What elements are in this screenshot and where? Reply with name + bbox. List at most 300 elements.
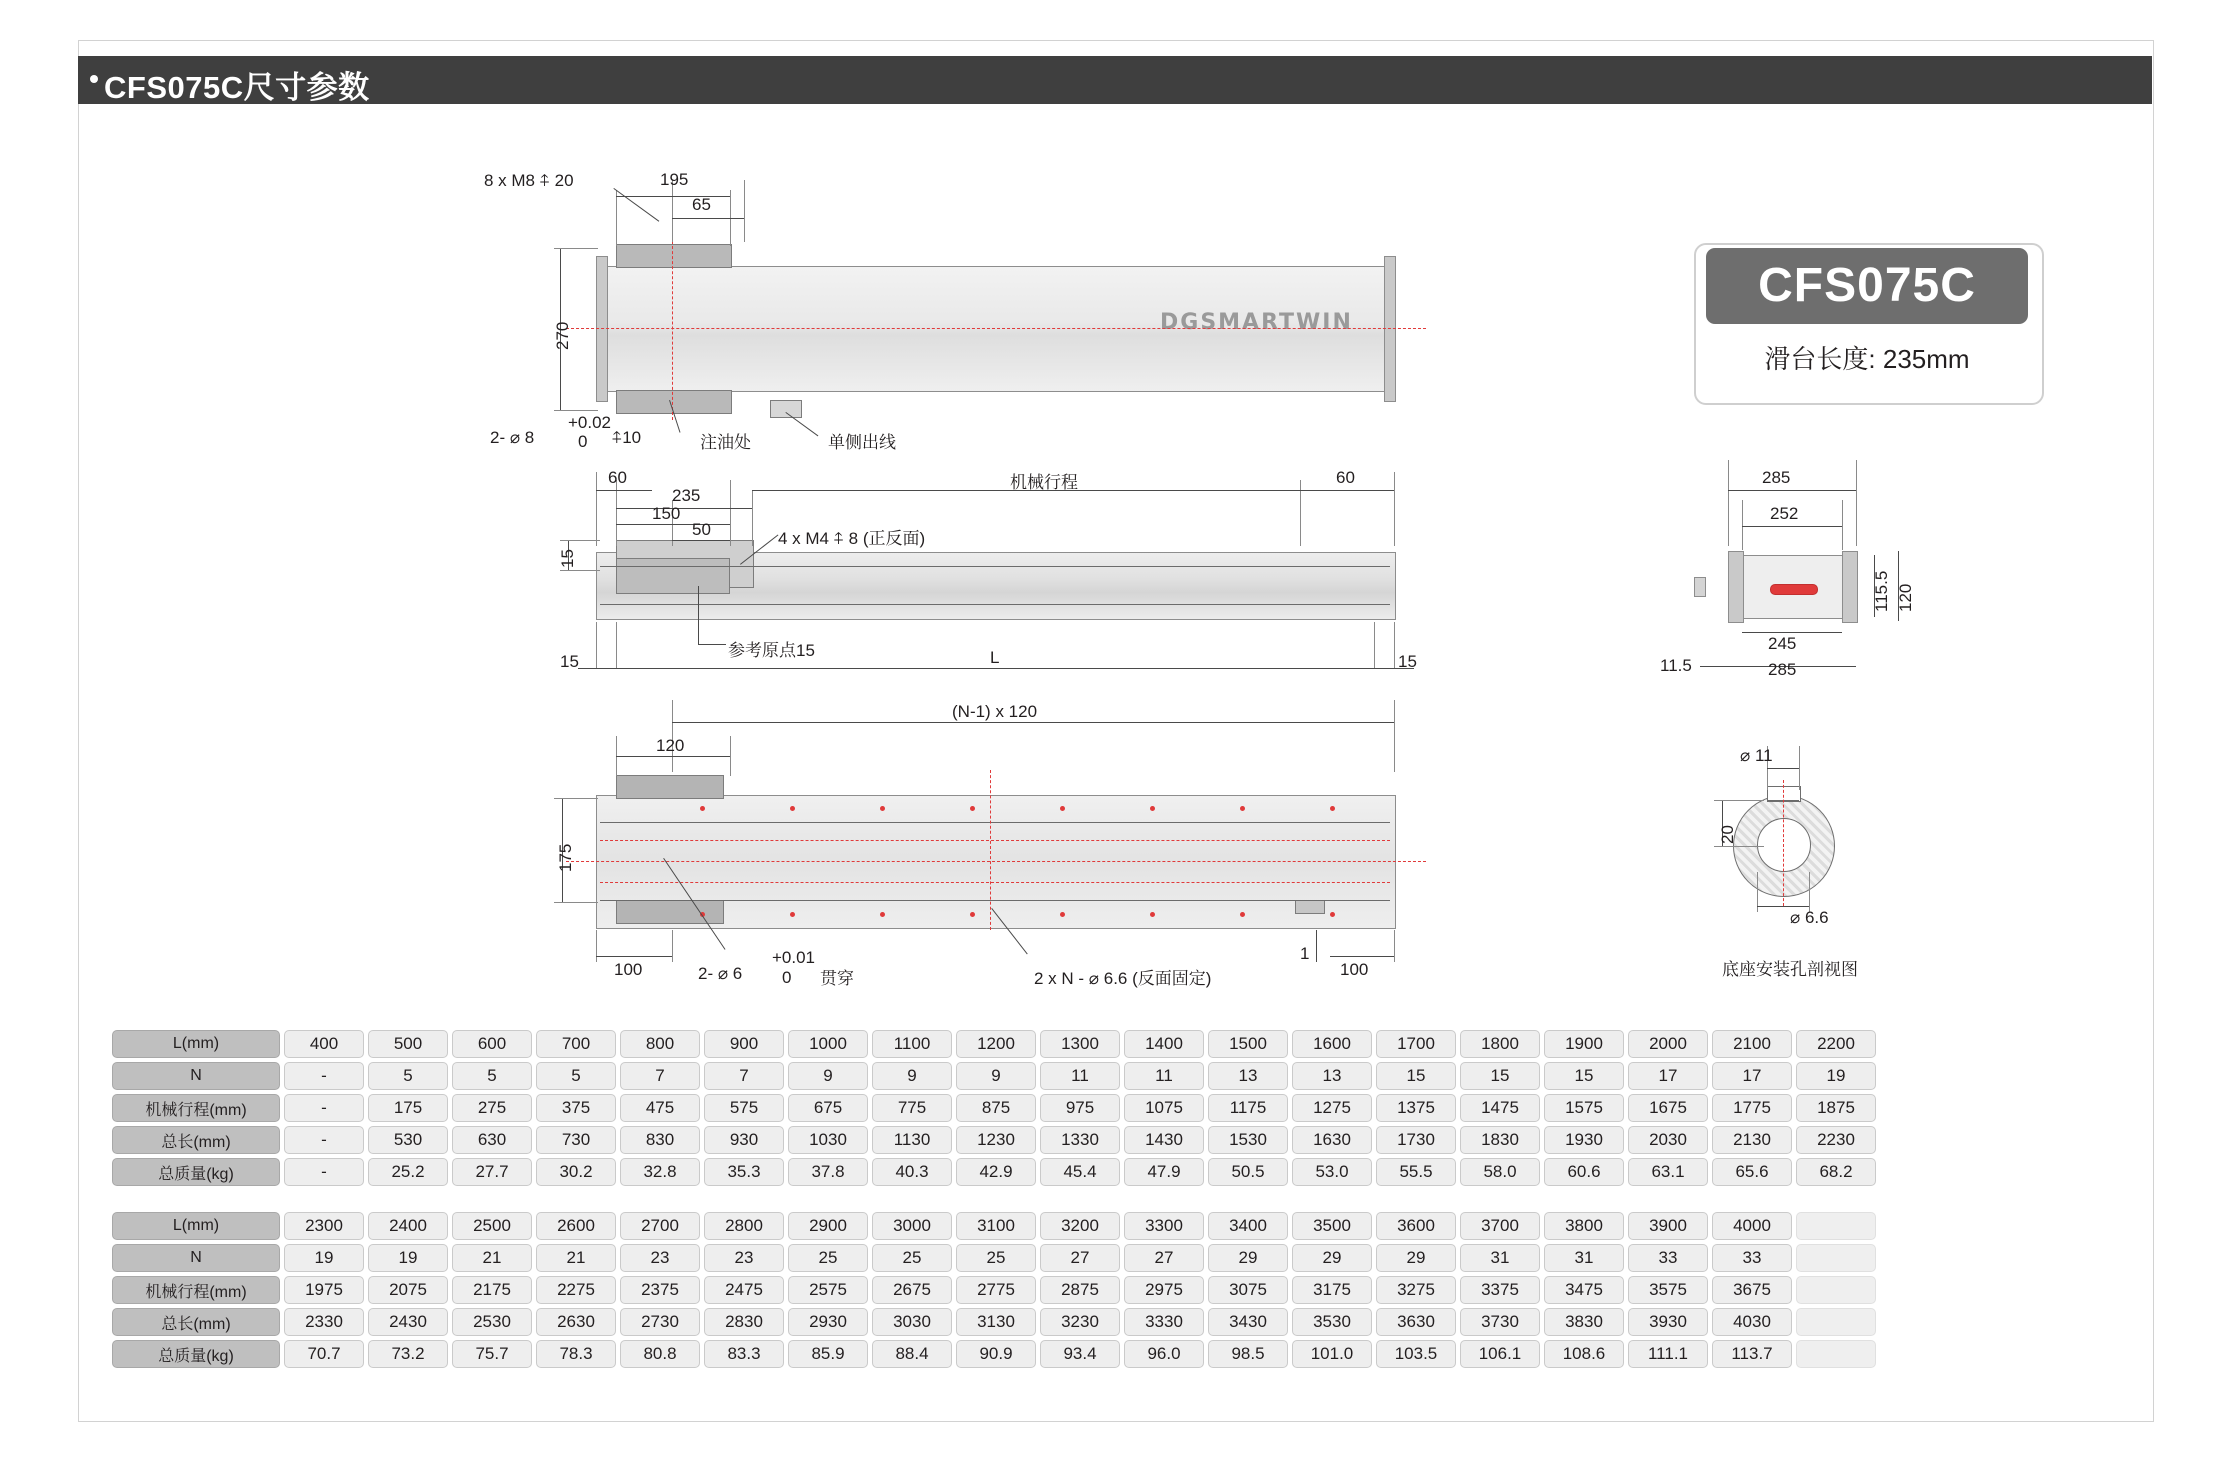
table-cell: 60.6: [1544, 1158, 1624, 1186]
section-slot: [1770, 584, 1818, 595]
table-cell: 475: [620, 1094, 700, 1122]
stroke-length-label: 滑台长度: 235mm: [1764, 344, 1970, 374]
leader-line: [698, 644, 726, 645]
table-cell: 730: [536, 1126, 616, 1154]
table-cell: 3200: [1040, 1212, 1120, 1240]
table-cell: 1330: [1040, 1126, 1120, 1154]
table-cell: 175: [368, 1094, 448, 1122]
table-cell: 32.8: [620, 1158, 700, 1186]
table-cell: 4000: [1712, 1212, 1792, 1240]
table-cell: 1475: [1460, 1094, 1540, 1122]
mounting-hole: [1240, 912, 1245, 917]
table-cell: 33: [1712, 1244, 1792, 1272]
dim-line: [1330, 956, 1394, 957]
bottom-view-carriage-top: [616, 775, 724, 799]
table-row: [112, 1094, 1876, 1122]
table-cell: 1500: [1208, 1030, 1288, 1058]
ext-line: [1799, 746, 1800, 790]
table-cell: 106.1: [1460, 1340, 1540, 1368]
note-pin-tol-top: +0.02: [568, 413, 612, 432]
table-cell: 2730: [620, 1308, 700, 1336]
note-4xm4: 4 x M4 ⍏ 8 (正反面): [778, 529, 926, 548]
table-cell: [1796, 1276, 1876, 1304]
ext-line: [554, 902, 598, 903]
table-cell: 27: [1040, 1244, 1120, 1272]
table-cell: 1230: [956, 1126, 1036, 1154]
table-row-header: 总长(mm): [112, 1308, 280, 1336]
table-cell: 27.7: [452, 1158, 532, 1186]
mounting-hole: [1330, 806, 1335, 811]
note-pin-depth: ⍏10: [612, 428, 642, 447]
table-cell: 2100: [1712, 1030, 1792, 1058]
table-cell: 15: [1544, 1062, 1624, 1090]
table-cell: 775: [872, 1094, 952, 1122]
table-cell: 111.1: [1628, 1340, 1708, 1368]
dim-235: 235: [672, 486, 701, 505]
table-cell: -: [284, 1126, 364, 1154]
dim-195: 195: [660, 170, 689, 189]
table-cell: 93.4: [1040, 1340, 1120, 1368]
table-cell: 2530: [452, 1308, 532, 1336]
ext-line: [1714, 800, 1764, 801]
table-cell: 875: [956, 1094, 1036, 1122]
dim-line: [672, 722, 1394, 723]
table-cell: 35.3: [704, 1158, 784, 1186]
table-cell: 3400: [1208, 1212, 1288, 1240]
table-cell: 37.8: [788, 1158, 868, 1186]
table-cell: 2875: [1040, 1276, 1120, 1304]
table-cell: 9: [788, 1062, 868, 1090]
table-cell: 45.4: [1040, 1158, 1120, 1186]
table-cell: 2200: [1796, 1030, 1876, 1058]
table-cell: 101.0: [1292, 1340, 1372, 1368]
hole-centerline: [1783, 780, 1784, 906]
ext-line: [744, 180, 745, 242]
note-single-side-wire: 单侧出线: [828, 433, 896, 452]
table-cell: 3000: [872, 1212, 952, 1240]
hole-section-inner: [1757, 818, 1811, 872]
ext-line: [1394, 622, 1395, 668]
ext-line: [616, 190, 617, 246]
table-cell: 90.9: [956, 1340, 1036, 1368]
bottom-view-centerline: [566, 861, 1426, 862]
table-cell: 21: [452, 1244, 532, 1272]
table-row-header: N: [112, 1062, 280, 1090]
brand-logo: DGSMARTWIN: [1160, 310, 1353, 335]
table-cell: 500: [368, 1030, 448, 1058]
mounting-hole: [1330, 912, 1335, 917]
mounting-hole: [880, 806, 885, 811]
dim-line: [1767, 768, 1799, 769]
table-cell: 2475: [704, 1276, 784, 1304]
table-cell: 3030: [872, 1308, 952, 1336]
ext-line: [1728, 460, 1729, 546]
dim-270: 270: [553, 321, 572, 350]
table-cell: 1775: [1712, 1094, 1792, 1122]
bottom-view-hole-row-top: [600, 840, 1390, 841]
table-cell: 830: [620, 1126, 700, 1154]
table-cell: 58.0: [1460, 1158, 1540, 1186]
note-pin6-tol-bot: 0: [782, 968, 792, 987]
table-cell: 1030: [788, 1126, 868, 1154]
note-8xm8: 8 x M8 ⍏ 20: [484, 171, 574, 190]
table-cell: 3230: [1040, 1308, 1120, 1336]
table-cell: 13: [1292, 1062, 1372, 1090]
note-pin-tol-bot: 0: [578, 432, 588, 451]
table-cell: 108.6: [1544, 1340, 1624, 1368]
table-cell: 630: [452, 1126, 532, 1154]
ext-line: [560, 540, 600, 541]
table-cell: 1430: [1124, 1126, 1204, 1154]
table-cell: 1875: [1796, 1094, 1876, 1122]
table-cell: 2700: [620, 1212, 700, 1240]
table-row: [112, 1276, 1876, 1304]
table-cell: [1796, 1212, 1876, 1240]
table-cell: 1575: [1544, 1094, 1624, 1122]
dim-285-top: 285: [1762, 468, 1791, 487]
dim-d11: ⌀ 11: [1740, 746, 1773, 765]
table-cell: 80.8: [620, 1340, 700, 1368]
ext-line: [730, 480, 731, 546]
table-cell: 25: [788, 1244, 868, 1272]
table-cell: 55.5: [1376, 1158, 1456, 1186]
table-cell: 19: [1796, 1062, 1876, 1090]
dim-line: [672, 540, 730, 541]
table-cell: 113.7: [1712, 1340, 1792, 1368]
table-cell: 17: [1628, 1062, 1708, 1090]
table-cell: 3275: [1376, 1276, 1456, 1304]
mounting-hole: [880, 912, 885, 917]
table-cell: 3600: [1376, 1212, 1456, 1240]
table-row-header: 总质量(kg): [112, 1340, 280, 1368]
table-cell: 1175: [1208, 1094, 1288, 1122]
table-cell: 2075: [368, 1276, 448, 1304]
detail-line: [600, 822, 1390, 823]
mounting-hole: [790, 806, 795, 811]
table-cell: 3630: [1376, 1308, 1456, 1336]
hole-section-caption: 底座安装孔剖视图: [1722, 960, 1858, 979]
dim-60-left: 60: [608, 468, 627, 487]
table-cell: 3900: [1628, 1212, 1708, 1240]
table-cell: [1796, 1244, 1876, 1272]
mounting-hole: [1060, 806, 1065, 811]
note-pin-2xd6: 2- ⌀ 6: [698, 964, 743, 983]
dim-n1x120: (N-1) x 120: [952, 702, 1038, 721]
dim-100-left: 100: [614, 960, 643, 979]
dim-120: 120: [1896, 583, 1915, 612]
top-view-carriage-lower: [616, 390, 732, 414]
table-cell: 5: [368, 1062, 448, 1090]
table-cell: 29: [1376, 1244, 1456, 1272]
dim-line: [616, 508, 752, 509]
table-cell: 103.5: [1376, 1340, 1456, 1368]
table-cell: 3375: [1460, 1276, 1540, 1304]
table-cell: 65.6: [1712, 1158, 1792, 1186]
table-cell: 3675: [1712, 1276, 1792, 1304]
section-cap-right: [1842, 551, 1858, 623]
mounting-hole: [970, 806, 975, 811]
table-cell: 70.7: [284, 1340, 364, 1368]
table-cell: 96.0: [1124, 1340, 1204, 1368]
dim-line: [616, 524, 730, 525]
side-view-carriage-inner: [616, 558, 730, 594]
table-row: [112, 1308, 1876, 1336]
table-row: [112, 1030, 1876, 1058]
table-row-header: 总长(mm): [112, 1126, 280, 1154]
table-cell: 2800: [704, 1212, 784, 1240]
table-cell: 3700: [1460, 1212, 1540, 1240]
table-cell: 3100: [956, 1212, 1036, 1240]
table-cell: 1400: [1124, 1030, 1204, 1058]
mounting-hole: [1150, 806, 1155, 811]
top-view-end-cap-right: [1384, 256, 1396, 402]
ext-line: [1316, 930, 1317, 962]
table-cell: 25.2: [368, 1158, 448, 1186]
table-row: [112, 1212, 1876, 1240]
table-cell: 25: [956, 1244, 1036, 1272]
table-cell: 11: [1040, 1062, 1120, 1090]
table-cell: 375: [536, 1094, 616, 1122]
ext-line: [596, 472, 597, 546]
table-row-header: L(mm): [112, 1212, 280, 1240]
detail-line: [600, 900, 1390, 901]
table-row-header: N: [112, 1244, 280, 1272]
dim-line: [616, 668, 1374, 669]
ext-line: [1394, 472, 1395, 546]
table-cell: 1675: [1628, 1094, 1708, 1122]
ext-line: [1374, 622, 1375, 668]
table-cell: 88.4: [872, 1340, 952, 1368]
leader-line: [698, 586, 699, 644]
table-cell: 2175: [452, 1276, 532, 1304]
table-cell: 78.3: [536, 1340, 616, 1368]
table-cell: 7: [704, 1062, 784, 1090]
table-cell: 975: [1040, 1094, 1120, 1122]
table-cell: 600: [452, 1030, 532, 1058]
table-cell: 3130: [956, 1308, 1036, 1336]
table-cell: 15: [1376, 1062, 1456, 1090]
table-cell: 1375: [1376, 1094, 1456, 1122]
table-cell: -: [284, 1094, 364, 1122]
table-cell: 63.1: [1628, 1158, 1708, 1186]
table-cell: 68.2: [1796, 1158, 1876, 1186]
table-cell: 2600: [536, 1212, 616, 1240]
table-cell: 23: [620, 1244, 700, 1272]
table-cell: 98.5: [1208, 1340, 1288, 1368]
dim-line: [578, 668, 618, 669]
ext-line: [730, 736, 731, 776]
table-cell: 1975: [284, 1276, 364, 1304]
table-cell: 3930: [1628, 1308, 1708, 1336]
table-cell: 2775: [956, 1276, 1036, 1304]
table-cell: 19: [284, 1244, 364, 1272]
table-cell: 1630: [1292, 1126, 1372, 1154]
top-view-end-cap-left: [596, 256, 608, 402]
table-cell: 1930: [1544, 1126, 1624, 1154]
dim-line: [596, 956, 672, 957]
table-cell: 33: [1628, 1244, 1708, 1272]
table-cell: 9: [872, 1062, 952, 1090]
table-cell: 2575: [788, 1276, 868, 1304]
table-cell: 75.7: [452, 1340, 532, 1368]
dim-line: [1742, 526, 1842, 527]
table-cell: 900: [704, 1030, 784, 1058]
dim-line: [596, 490, 652, 491]
table-cell: 1000: [788, 1030, 868, 1058]
table-cell: 29: [1292, 1244, 1372, 1272]
table-cell: 85.9: [788, 1340, 868, 1368]
table-cell: 23: [704, 1244, 784, 1272]
note-pin6-tol-top: +0.01: [772, 948, 816, 967]
table-cell: 83.3: [704, 1340, 784, 1368]
table-cell: 1830: [1460, 1126, 1540, 1154]
dim-15-left: 15: [558, 549, 577, 568]
ext-line: [554, 798, 598, 799]
top-view-vertical-centerline: [672, 236, 673, 420]
dim-150: 150: [652, 504, 681, 523]
table-row-header: 总质量(kg): [112, 1158, 280, 1186]
model-name: CFS075C: [1706, 248, 2028, 324]
table-cell: 73.2: [368, 1340, 448, 1368]
table-cell: 2375: [620, 1276, 700, 1304]
section-cap-left: [1728, 551, 1744, 623]
table-row: [112, 1340, 1876, 1368]
table-cell: 3475: [1544, 1276, 1624, 1304]
table-cell: 930: [704, 1126, 784, 1154]
dim-line: [672, 218, 744, 219]
dim-line: [1300, 490, 1394, 491]
table-row: [112, 1062, 1876, 1090]
table-cell: 800: [620, 1030, 700, 1058]
table-cell: 4030: [1712, 1308, 1792, 1336]
dim-line: [616, 196, 730, 197]
table-cell: 2675: [872, 1276, 952, 1304]
table-cell: 25: [872, 1244, 952, 1272]
mounting-hole: [1060, 912, 1065, 917]
mounting-hole: [1150, 912, 1155, 917]
note-pin-2xd8: 2- ⌀ 8: [490, 428, 535, 447]
table-cell: 1730: [1376, 1126, 1456, 1154]
table-cell: 17: [1712, 1062, 1792, 1090]
table-cell: [1796, 1340, 1876, 1368]
table-cell: 1800: [1460, 1030, 1540, 1058]
table-cell: 575: [704, 1094, 784, 1122]
ext-line: [616, 622, 617, 668]
table-cell: 15: [1460, 1062, 1540, 1090]
dim-L: L: [990, 648, 1000, 667]
table-cell: 5: [452, 1062, 532, 1090]
dim-60-right: 60: [1336, 468, 1355, 487]
mounting-hole: [970, 912, 975, 917]
table-cell: 3730: [1460, 1308, 1540, 1336]
table-cell: 3075: [1208, 1276, 1288, 1304]
spec-table-2: [108, 1208, 1880, 1372]
dim-252: 252: [1770, 504, 1799, 523]
table-cell: 2230: [1796, 1126, 1876, 1154]
dim-d6-6: ⌀ 6.6: [1790, 908, 1829, 927]
dim-115-5: 115.5: [1872, 570, 1891, 612]
table-cell: 3530: [1292, 1308, 1372, 1336]
table-cell: 2975: [1124, 1276, 1204, 1304]
table-cell: 2400: [368, 1212, 448, 1240]
table-cell: 2330: [284, 1308, 364, 1336]
table-cell: 27: [1124, 1244, 1204, 1272]
dim-line: [1742, 632, 1842, 633]
table-row: [112, 1126, 1876, 1154]
dim-285-bottom: 285: [1768, 660, 1797, 679]
mounting-hole: [790, 912, 795, 917]
table-cell: 3330: [1124, 1308, 1204, 1336]
table-cell: 2275: [536, 1276, 616, 1304]
table-cell: 275: [452, 1094, 532, 1122]
table-cell: 31: [1544, 1244, 1624, 1272]
ext-line: [1842, 500, 1843, 550]
table-cell: 2830: [704, 1308, 784, 1336]
bottom-view-carriage-bottom: [616, 900, 724, 924]
dim-line: [1757, 906, 1809, 907]
table-cell: 50.5: [1208, 1158, 1288, 1186]
ext-line: [1394, 930, 1395, 962]
table-cell: 3175: [1292, 1276, 1372, 1304]
top-view-carriage-upper: [616, 244, 732, 268]
table-cell: 3500: [1292, 1212, 1372, 1240]
table-cell: 2430: [368, 1308, 448, 1336]
mounting-hole: [1240, 806, 1245, 811]
ext-line: [1742, 500, 1743, 550]
ext-line: [596, 930, 597, 962]
table-cell: 700: [536, 1030, 616, 1058]
table-cell: 30.2: [536, 1158, 616, 1186]
table-cell: 3575: [1628, 1276, 1708, 1304]
table-cell: [1796, 1308, 1876, 1336]
table-cell: 29: [1208, 1244, 1288, 1272]
table-cell: 47.9: [1124, 1158, 1204, 1186]
table-cell: 1275: [1292, 1094, 1372, 1122]
table-cell: 53.0: [1292, 1158, 1372, 1186]
table-cell: 9: [956, 1062, 1036, 1090]
note-oil-port: 注油处: [700, 433, 751, 452]
table-cell: 675: [788, 1094, 868, 1122]
table-cell: 3300: [1124, 1212, 1204, 1240]
note-through: 贯穿: [820, 969, 854, 988]
table-cell: 1300: [1040, 1030, 1120, 1058]
dim-line: [1728, 490, 1856, 491]
table-cell: 1530: [1208, 1126, 1288, 1154]
section-header: [78, 56, 2152, 104]
table-cell: 1200: [956, 1030, 1036, 1058]
section-nub: [1694, 577, 1706, 597]
note-reference-origin: 参考原点15: [728, 641, 815, 660]
mounting-hole: [700, 806, 705, 811]
table-cell: 2000: [1628, 1030, 1708, 1058]
table-cell: 3800: [1544, 1212, 1624, 1240]
table-cell: 2500: [452, 1212, 532, 1240]
top-view-horizontal-centerline: [566, 328, 1426, 329]
ext-line: [554, 410, 598, 411]
table-cell: 400: [284, 1030, 364, 1058]
dim-20: 20: [1718, 825, 1737, 844]
ext-line: [560, 570, 600, 571]
page-title: CFS075C尺寸参数: [104, 70, 370, 105]
table-cell: 3430: [1208, 1308, 1288, 1336]
table-row: [112, 1158, 1876, 1186]
table-cell: 2900: [788, 1212, 868, 1240]
table-row-header: 机械行程(mm): [112, 1094, 280, 1122]
ext-line: [752, 490, 753, 546]
table-cell: 1130: [872, 1126, 952, 1154]
table-cell: 2930: [788, 1308, 868, 1336]
table-cell: 31: [1460, 1244, 1540, 1272]
